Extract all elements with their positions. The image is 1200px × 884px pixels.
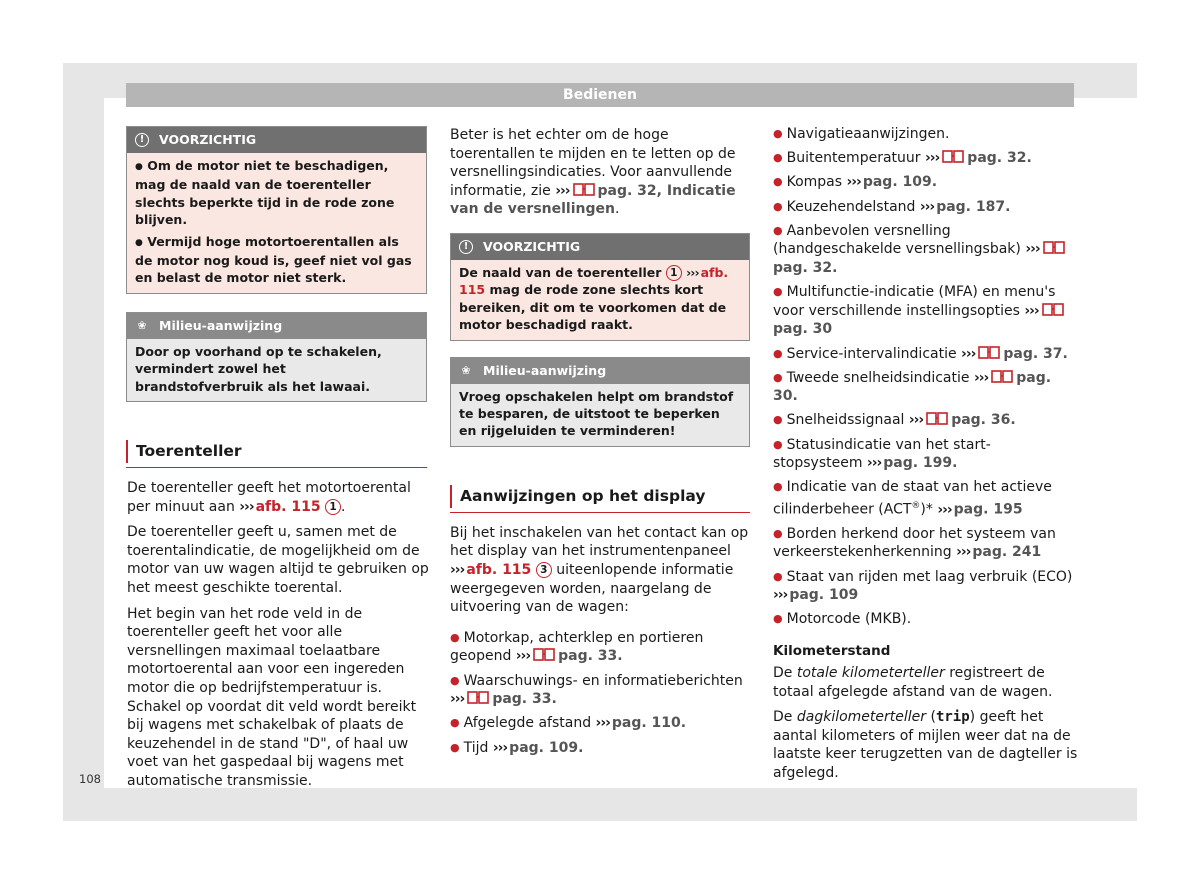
bullet-icon: ● (773, 370, 783, 384)
bullet-icon: ● (773, 127, 783, 140)
column-1 (126, 126, 427, 798)
flower-icon: ❀ (461, 363, 471, 377)
figure-link[interactable]: afb. 115 (459, 264, 729, 298)
bullet-icon: ● (450, 740, 460, 754)
paragraph: Beter is het echter om de hoge toerentallen te mijden en te letten op de versnellingsindicaties. Voor aanvullende informatie, zie ››› pag. 32, Indicatie van de versnellingen. (450, 127, 736, 218)
trip-button-label: trip (935, 709, 970, 726)
bullet-icon: ● (773, 175, 783, 189)
callout-number: 3 (536, 562, 552, 578)
list-item: ● Motorkap, achterklep en portieren geopend ››› pag. 33. (450, 629, 704, 665)
paragraph: De toerenteller geeft het motortoerental per minuut aan ››› afb. 115 1 . (127, 480, 411, 515)
list-item: ● Tijd ››› pag. 109. (450, 739, 584, 756)
bullet-icon: ● (773, 151, 783, 165)
bullet-icon: ● (773, 413, 783, 427)
page-link[interactable]: pag. 32, Indicatie van de versnellingen (450, 182, 736, 218)
book-icon (533, 648, 555, 661)
caution-title: VOORZICHTIG (483, 238, 581, 254)
page-link[interactable]: pag. 33. (558, 648, 623, 665)
paragraph: Het begin van het rode veld in de toerenteller geeft het voor alle versnellingen maximaal toelaatbare motortoerental aan voor een ingereden motor die op bedrijfstemperatuur is. Schakel op voordat dit veld wordt bereikt bij wagens met schakelbak of plaats de keuzehendel in de stand "D", of haal uw voet van het gaspedaal bij wagens met automatische transmissie. (127, 605, 417, 789)
list-item: ● Snelheidssignaal ››› pag. 36. (773, 412, 1016, 429)
caution-item: ● Vermijd hoge motortoerentallen als de motor nog koud is, geef niet vol gas en belast de motor niet sterk. (135, 233, 412, 286)
display-list (450, 629, 750, 757)
environment-body: Vroeg opschakelen helpt om brandstof te besparen, de uitstoot te beperken en rijgeluiden te verminderen! (451, 384, 749, 446)
caution-body (127, 153, 426, 293)
list-item: ● Statusindicatie van het start-stopsysteem ››› pag. 199. (773, 436, 991, 472)
environment-body: Door op voorhand op te schakelen, vermindert zowel het brandstofverbruik als het lawaai. (127, 339, 426, 401)
page-link[interactable]: pag. 30. (773, 369, 1052, 405)
arrow-icon: ››› (773, 587, 788, 604)
page-link[interactable]: pag. 109. (862, 174, 938, 191)
page-link[interactable]: pag. 241 (972, 544, 1042, 561)
list-item: ● Motorcode (MKB). (773, 611, 912, 628)
arrow-icon: ››› (908, 412, 924, 429)
arrow-icon: ››› (450, 691, 465, 708)
callout-number: 1 (325, 499, 341, 515)
page-link[interactable]: pag. 30 (773, 321, 833, 338)
arrow-icon: ››› (924, 150, 940, 167)
page-link[interactable]: pag. 36. (951, 412, 1016, 429)
list-item: ● Kompas ››› pag. 109. (773, 174, 938, 191)
page-link[interactable]: pag. 109 (789, 587, 859, 604)
caution-item: ● Om de motor niet te beschadigen, mag de naald van de toerenteller slechts beperkte tijd in de rode zone blijven. (135, 158, 395, 228)
arrow-icon: ››› (1024, 302, 1039, 319)
caution-header (127, 127, 426, 153)
caution-header (451, 234, 749, 260)
list-item: ● Navigatieaanwijzingen. (773, 126, 950, 142)
paragraph: De dagkilometerteller (trip) geeft het aantal kilometers of mijlen weer dat na de laatste keer terugzetten van de dagteller is afgelegd. (773, 709, 1078, 781)
page-link[interactable]: pag. 32. (967, 150, 1032, 167)
page-link[interactable]: pag. 110. (611, 715, 687, 732)
subheading: Kilometerstand (773, 643, 891, 660)
warning-icon: ! (135, 133, 149, 147)
bullet-icon: ● (450, 716, 460, 730)
page-link[interactable]: pag. 187. (936, 198, 1011, 215)
figure-link[interactable]: afb. 115 (255, 498, 321, 515)
caution-body: De naald van de toerenteller 1 ››› afb. 115 mag de rode zone slechts kort bereiken, dit om te voorkomen dat de motor beschadigd raakt. (451, 260, 749, 340)
environment-title: Milieu-aanwijzing (159, 317, 283, 333)
arrow-icon: ››› (973, 369, 989, 386)
column-2 (450, 126, 750, 763)
list-item: ● Aanbevolen versnelling (handgeschakelde versnellingsbak) ›››pag. 32. (773, 222, 1078, 278)
book-icon (573, 183, 595, 196)
list-item: ● Waarschuwings- en informatieberichten ››› pag. 33. (450, 672, 743, 708)
list-item: ● Service-intervalindicatie ››› pag. 37. (773, 345, 1068, 362)
display-list (773, 125, 1078, 629)
list-item: ● Buitentemperatuur ››› pag. 32. (773, 150, 1032, 167)
bullet-icon: ● (773, 199, 783, 213)
arrow-icon: ››› (937, 501, 952, 518)
book-icon (991, 370, 1013, 383)
list-item: ● Tweede snelheidsindicatie ››› pag. 30. (773, 369, 1052, 405)
bullet-icon: ● (773, 569, 783, 583)
environment-title: Milieu-aanwijzing (483, 362, 607, 378)
bullet-icon: ● (773, 346, 783, 360)
bullet-icon: ● (450, 630, 460, 644)
caution-box (126, 126, 427, 294)
paragraph: De toerenteller geeft u, samen met de toerentalindicatie, de mogelijkheid om de motor van uw wagen altijd te gebruiken op het meest geschikte toerental. (127, 524, 429, 597)
callout-number: 1 (666, 265, 682, 281)
arrow-icon: ››› (846, 174, 861, 191)
list-item: ● Keuzehendelstand ››› pag. 187. (773, 198, 1011, 215)
section-header: Bedienen (126, 83, 1074, 107)
bullet-icon: ● (773, 612, 783, 626)
section-title-toerenteller: Toerenteller (126, 440, 427, 463)
caution-title: VOORZICHTIG (159, 132, 257, 147)
caution-box (450, 233, 750, 341)
bullet-icon: ● (773, 480, 783, 494)
book-icon (1042, 303, 1064, 316)
page-link[interactable]: pag. 37. (1003, 345, 1068, 362)
bullet-icon: ● (773, 285, 783, 299)
figure-link[interactable]: afb. 115 (466, 562, 532, 578)
page-number: 108 (79, 772, 101, 786)
bullet-icon: ● (450, 673, 460, 687)
arrow-icon: ››› (961, 345, 976, 362)
arrow-icon: ››› (866, 455, 882, 472)
list-item: ● Indicatie van de staat van het actieve cilinderbeheer (ACT®)* ››› pag. 195 (773, 479, 1052, 518)
page-link[interactable]: pag. 33. (492, 691, 557, 708)
arrow-icon: ››› (956, 544, 971, 561)
book-icon (1043, 241, 1065, 254)
book-icon (467, 691, 489, 704)
book-icon (942, 150, 964, 163)
list-item: ● Borden herkend door het systeem van verkeerstekenherkenning ››› pag. 241 (773, 525, 1056, 561)
bullet-icon: ● (773, 223, 783, 237)
list-item: ● Staat van rijden met laag verbruik (ECO) ››› pag. 109 (773, 568, 1073, 604)
environment-header (127, 313, 426, 339)
environment-box (450, 357, 750, 447)
list-item: ● Afgelegde afstand ››› pag. 110. (450, 715, 687, 732)
column-3 (773, 125, 1078, 790)
page-link[interactable]: pag. 195 (953, 501, 1023, 518)
list-item: ● Multifunctie-indicatie (MFA) en menu's voor verschillende instellingsopties ›››pag. 30 (773, 283, 1078, 339)
arrow-icon: ››› (919, 198, 935, 215)
warning-icon: ! (459, 240, 473, 254)
book-icon (926, 412, 948, 425)
bullet-icon: ● (773, 437, 783, 451)
flower-icon: ❀ (137, 318, 147, 332)
arrow-icon: ››› (515, 648, 531, 665)
bullet-icon: ● (773, 526, 783, 540)
paragraph: De totale kilometerteller registreert de totaal afgelegde afstand van de wagen. (773, 665, 1053, 700)
page-link[interactable]: pag. 32. (773, 259, 838, 276)
paragraph: Bij het inschakelen van het contact kan op het display van het instrumentenpaneel ››› afb. 115 3 uiteenlopende informatie weergegeven worden, naargelang de uitvoering van de wagen: (450, 524, 749, 616)
page-link[interactable]: pag. 109. (509, 739, 584, 756)
section-title-display: Aanwijzingen op het display (450, 485, 750, 508)
environment-header (451, 358, 749, 384)
environment-box (126, 312, 427, 402)
page-link[interactable]: pag. 199. (883, 455, 958, 472)
arrow-icon: ››› (1025, 241, 1040, 258)
arrow-icon: ››› (492, 739, 508, 756)
arrow-icon: ››› (595, 715, 610, 732)
book-icon (978, 346, 1000, 359)
